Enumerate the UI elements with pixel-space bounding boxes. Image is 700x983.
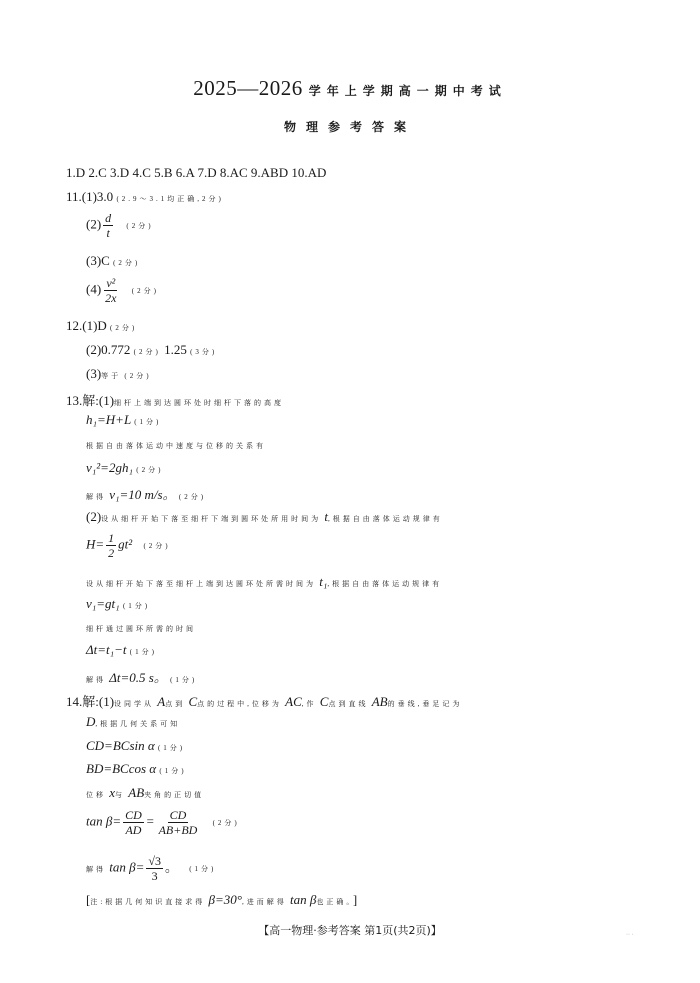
q11-part4-label: (4): [86, 281, 102, 297]
q14-point-c2: C: [319, 694, 329, 709]
mc-answers: 1.D 2.C 3.D 4.C 5.B 6.A 7.D 8.AC 9.ABD 10.AD: [66, 165, 327, 180]
q13-result2-pre: 解得: [86, 676, 106, 684]
q13-eq3-den: 2: [108, 546, 115, 560]
q11-part3-answer: (3)C: [86, 253, 110, 268]
q14-result-den: 3: [151, 869, 158, 883]
q14-eq3-frac1: [123, 808, 144, 837]
q13-result2-score: (1分): [170, 676, 198, 684]
q14-eq3-eq: =: [145, 813, 155, 829]
q13-line6-text2: ,根据自由落体运动规律有: [328, 515, 443, 523]
title-text: 学年上学期高一期中考试: [308, 84, 507, 98]
q14-result-end: 。: [164, 859, 178, 875]
q13-result2-expr: Δt=0.5 s。: [109, 670, 167, 685]
q13-result1: [86, 484, 206, 503]
exam-title: [0, 76, 700, 101]
q13-eq1-expr: h₁=H+L: [86, 412, 131, 427]
q13-line8-text2: ,根据自由落体运动规律有: [327, 580, 443, 588]
q12-part3-answer: 等于: [101, 372, 122, 380]
q14-line2: [86, 714, 180, 730]
q14-note-tan: tan β: [290, 892, 317, 907]
q11-part2-label: (2): [86, 216, 102, 232]
q11-part4-fraction: [103, 276, 118, 305]
page-footer: 【高一物理·参考答案 第1页(共2页)】: [258, 924, 442, 937]
q13-eq3: [86, 531, 171, 560]
q14-note-c: 也正确。: [316, 898, 353, 906]
q14-label: 14.解:(1): [66, 694, 115, 709]
q13-eq5-expr: Δt=t₁−t: [86, 642, 127, 657]
q13-eq4-score: (1分): [122, 602, 151, 610]
q14-var-x: x: [109, 785, 116, 800]
q13-line10: 细杆通过圆环所需的时间: [86, 625, 196, 633]
title-year: 2025—2026: [193, 76, 303, 100]
q14-eq3: [86, 808, 240, 837]
q14-segment-ab2: AB: [128, 785, 145, 800]
q14-segment-ac: AC: [285, 694, 302, 709]
q13-eq5-score: (1分): [129, 648, 157, 656]
q14-line1-d: ,作: [301, 700, 317, 708]
q13-label: 13.解:(1): [66, 393, 115, 408]
q14-eq2: [86, 761, 187, 777]
q13-eq1: [86, 412, 161, 428]
q14-line1: [66, 691, 462, 710]
q13-line6-var: t: [324, 509, 329, 524]
q14-eq1-score: (1分): [157, 744, 186, 752]
q11-part4-den: 2x: [105, 291, 117, 305]
q13-eq3-lhs: H=: [86, 536, 105, 552]
q14-result-pre: 解得: [86, 865, 106, 874]
q12-part1-answer: 12.(1)D: [66, 318, 107, 333]
q14-note-a: 注:根据几何知识直接求得: [90, 898, 206, 906]
q13-eq4-expr: v₁=gt₁: [86, 596, 120, 611]
q11-part2-den: t: [106, 226, 110, 240]
q11-part2-num: d: [105, 211, 112, 225]
q14-line1-c: 点的过程中,位移为: [197, 700, 282, 708]
q13-result1-score: (2分): [178, 493, 207, 501]
q13-eq2: [86, 460, 163, 476]
q13-eq3-fraction: [106, 531, 116, 560]
q11-part2-fraction: [103, 211, 113, 240]
q13-eq3-rhs: gt²: [118, 536, 133, 552]
q14-eq3-score: (2分): [212, 819, 240, 828]
q11-part1: [66, 189, 224, 205]
q11-part4-num: v²: [106, 276, 116, 290]
q13-result2: [86, 667, 197, 686]
q14-eq1: [86, 738, 185, 754]
q13-eq1-score: (1分): [134, 418, 162, 426]
q13-line1-text: 细杆上端到达圆环处时细杆下落的高度: [114, 399, 285, 407]
q13-part2-label: (2): [86, 509, 102, 524]
corner-mark: ·· ·: [626, 932, 634, 938]
q14-note-b: ,进而解得: [242, 898, 287, 906]
exam-subtitle: 物理参考答案: [283, 120, 416, 134]
q12-part1-score: (2分): [110, 324, 138, 332]
q14-point-c: C: [188, 694, 198, 709]
q13-line1: [66, 390, 284, 409]
q14-line5-c: 夹角的正切值: [144, 791, 205, 799]
q13-result1-pre: 解得: [86, 493, 106, 501]
q13-eq3-num: 1: [108, 531, 115, 545]
q11-part3-score: (2分): [113, 259, 141, 267]
q14-line1-b: 点到: [165, 700, 186, 708]
q14-note-close: ]: [352, 892, 358, 907]
q14-line1-e: 点到直线: [328, 700, 369, 708]
q14-eq3-num1: CD: [125, 808, 142, 822]
q13-result1-expr: v₁=10 m/s。: [109, 487, 176, 502]
q14-point-a: A: [157, 694, 166, 709]
q14-eq3-lhs: tan β=: [86, 813, 122, 829]
q13-line8-var: t₁: [319, 574, 328, 589]
q13-eq2-expr: v₁²=2gh₁: [86, 460, 133, 475]
q12-part2-score: (2分): [133, 348, 161, 356]
q12-part1: [66, 318, 137, 334]
q14-segment-ab: AB: [371, 694, 388, 709]
q11-part2-score: (2分): [126, 222, 154, 231]
q14-eq2-expr: BD=BCcos α: [86, 761, 157, 776]
q12-part2-answer: (2)0.772: [86, 342, 131, 357]
q11-part1-answer: 11.(1)3.0: [66, 189, 114, 204]
q14-line1-a: 设同学从: [114, 700, 155, 708]
q14-point-d: D: [86, 714, 96, 729]
q13-line3: 根据自由落体运动中速度与位移的关系有: [86, 442, 266, 450]
q14-eq3-num2: CD: [169, 808, 187, 822]
q14-eq2-score: (1分): [159, 767, 187, 775]
q14-result-num: √3: [148, 854, 161, 868]
q14-result-fraction: [146, 854, 163, 883]
q14-eq3-den1: AD: [125, 823, 142, 837]
q14-eq3-frac2: [157, 808, 200, 837]
q11-part3: [86, 253, 140, 269]
q12-part2: [86, 342, 217, 358]
q14-line5: [86, 785, 204, 801]
q14-result: [86, 854, 216, 883]
q12-part2-score-b: (3分): [190, 348, 218, 356]
q14-eq1-expr: CD=BCsin α: [86, 738, 155, 753]
q14-note-eq: β=30°: [208, 892, 242, 907]
q13-eq2-score: (2分): [136, 466, 164, 474]
q13-line8-text: 设从细杆开始下落至细杆上端到达圆环处所需时间为: [86, 580, 316, 588]
q14-line5-b: 与: [115, 791, 126, 799]
q14-line5-a: 位移: [86, 791, 106, 799]
q14-line2-text: ,根据几何关系可知: [95, 720, 181, 728]
q14-note: [86, 892, 357, 908]
q12-part3-score: (2分): [124, 372, 152, 380]
q12-part2-answer-b: 1.25: [164, 342, 187, 357]
q11-part4-score: (2分): [131, 287, 159, 296]
q14-result-score: (1分): [189, 865, 217, 874]
q13-eq4: [86, 596, 150, 612]
q13-line6-text: 设从细杆开始下落至细杆下端到圆环处所用时间为: [101, 515, 322, 523]
q13-line8: [86, 574, 442, 590]
q14-note-open: [: [86, 892, 91, 907]
q13-eq3-score: (2分): [143, 542, 171, 551]
q14-line1-f: 的垂线,垂足记为: [387, 700, 463, 708]
q12-part3: [86, 366, 152, 382]
q11-part2: [86, 211, 154, 240]
q13-line6: [86, 509, 443, 525]
q12-part3-label: (3): [86, 366, 102, 381]
q11-part4: [86, 276, 159, 305]
q11-part1-note: (2.9～3.1均正确,2分): [116, 195, 224, 203]
q13-eq5: [86, 642, 157, 658]
q14-result-lhs: tan β=: [109, 859, 145, 875]
q14-eq3-den2: AB+BD: [158, 823, 198, 837]
